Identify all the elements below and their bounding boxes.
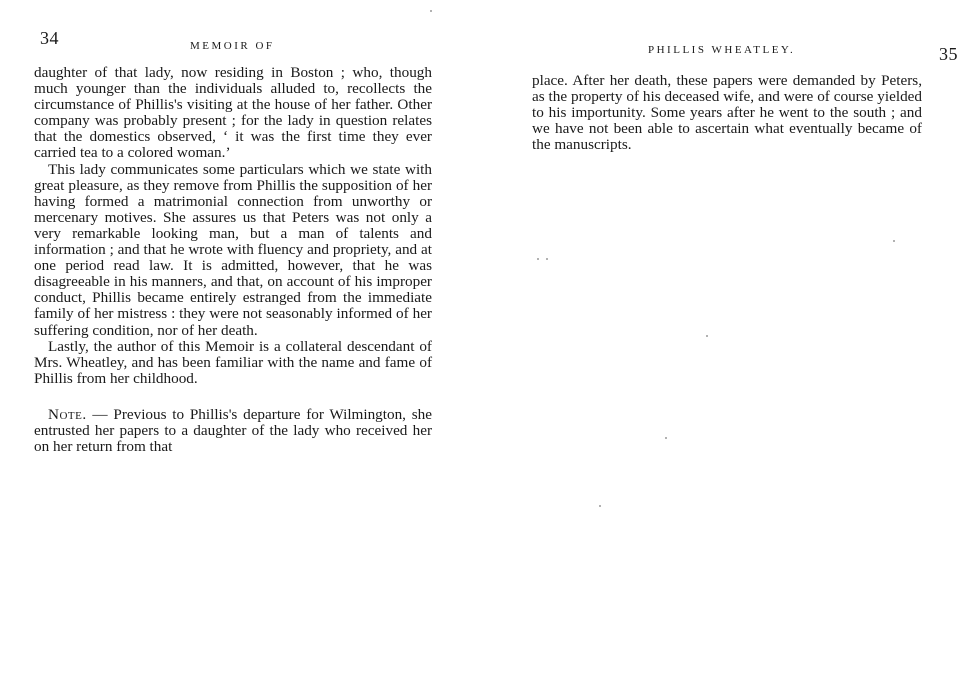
paragraph: place. After her death, these papers were demanded by Peters, as the property of his deceased wife, and were of course yielded to his importunity. Some years after he went to the south ; and we have not been able to ascertain what eventually became of the manuscripts. [532, 72, 922, 154]
body-text [532, 73, 922, 153]
paragraph: This lady communicates some particulars which we state with great pleasure, as they remove from Phillis the supposition of her having formed a matrimonial connection from unworthy or mercenary motives. She assures us that Peters was not only a very remarkable looking man, but a man of talents and information ; and that he wrote with fluency and propriety, and at one period read law. It is admitted, however, that he was disagreeable in his manners, and that, on account of his improper conduct, Phillis became entirely estranged from the immediate family of her mistress : they were not seasonably informed of her suffering condition, nor of her death. [34, 160, 432, 339]
paragraph: Lastly, the author of this Memoir is a collateral descendant of Mrs. Wheatley, and has been familiar with the name and fame of Phillis from her childhood. [34, 337, 432, 387]
page-number: 34 [40, 28, 59, 48]
note-paragraph [34, 407, 432, 455]
paragraph: daughter of that lady, now residing in Boston ; who, though much younger than the individuals alluded to, recollects the circumstance of Phillis's visiting at the house of her father. Other company was probably present ; for the lady in question relates that the domestics observed, ‘ it was the first time they ever carried tea to a colored woman.’ [34, 64, 432, 162]
note-text: — Previous to Phillis's departure for Wilmington, she entrusted her papers to a daughter of the lady who received her on her return from that [34, 405, 432, 456]
right-page [490, 0, 980, 674]
scan-speck [706, 335, 708, 337]
scan-speck [893, 240, 895, 242]
scan-speck [599, 505, 601, 507]
running-head: PHILLIS WHEATLEY. [648, 44, 796, 56]
scan-speck [665, 437, 667, 439]
page-number: 35 [939, 44, 958, 64]
scan-speck [546, 258, 548, 260]
note-label: Note. [48, 405, 87, 423]
body-text [34, 65, 432, 455]
scan-speck [430, 10, 432, 12]
running-head: MEMOIR OF [190, 40, 275, 52]
scan-speck [537, 258, 539, 260]
